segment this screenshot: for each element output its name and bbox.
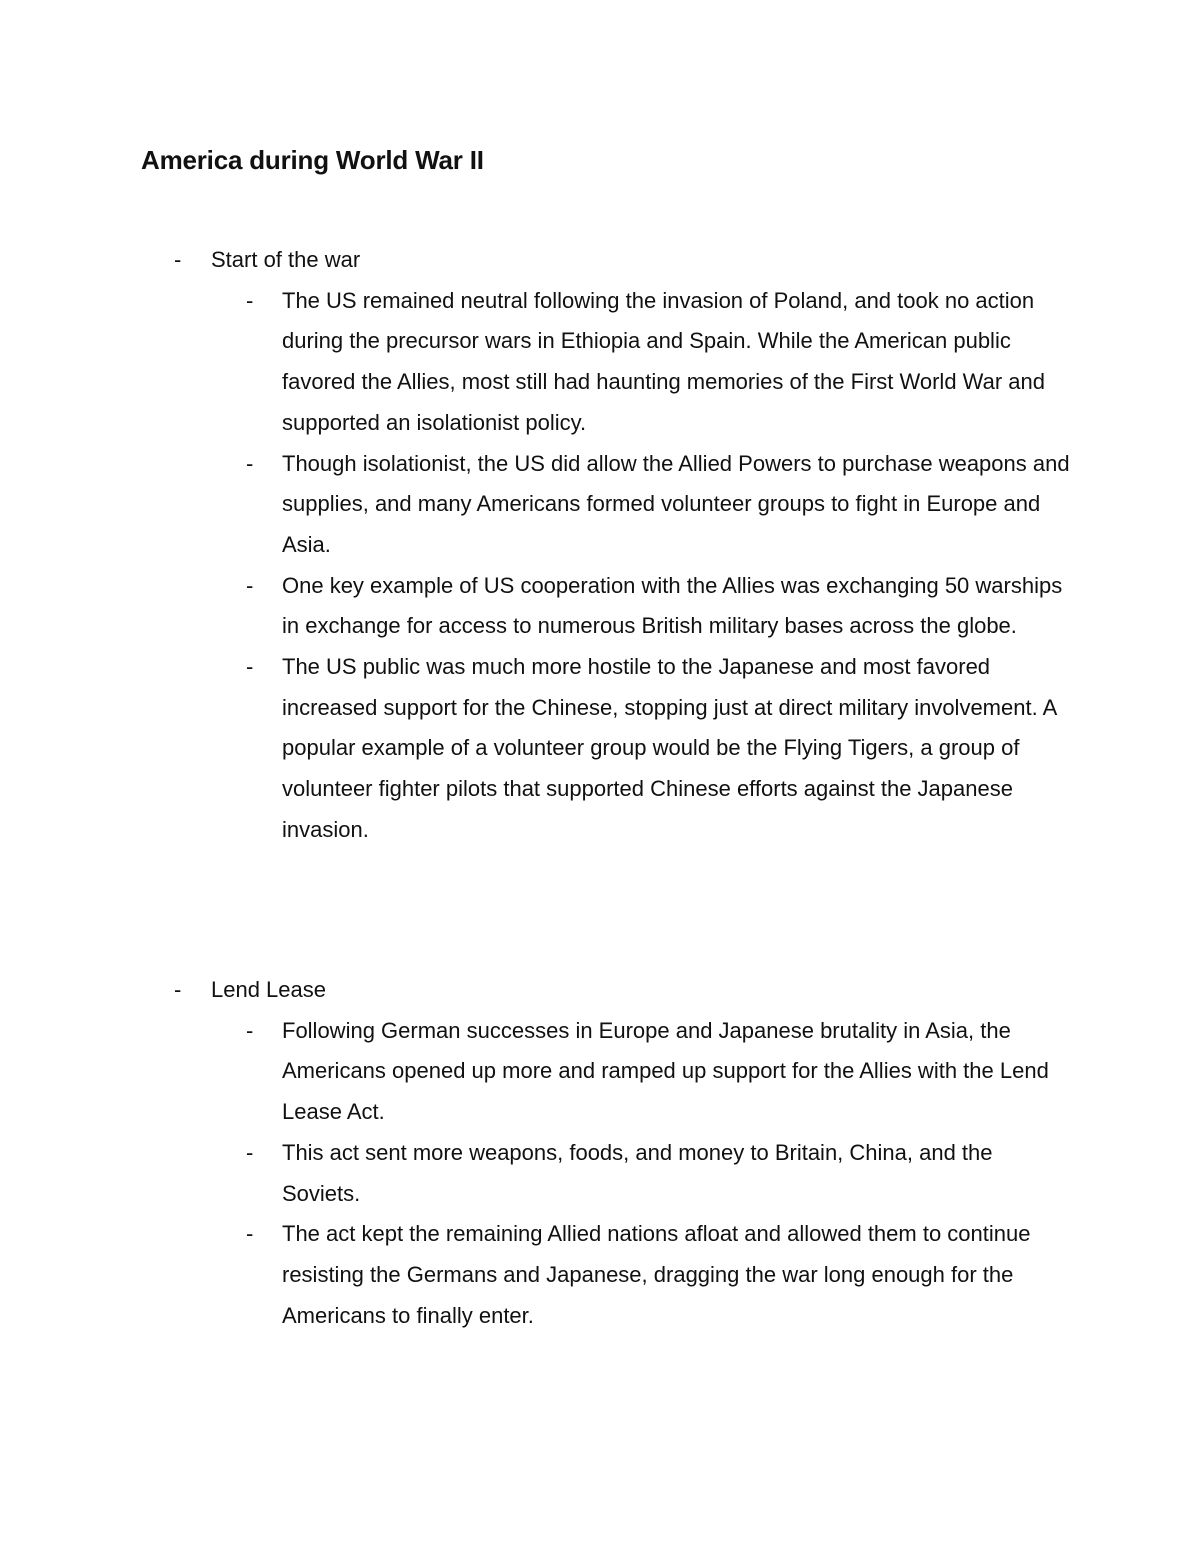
- list-item: [0, 1133, 1200, 1214]
- bullet-list: [0, 1011, 1200, 1337]
- dash-bullet-marker: -: [246, 1139, 254, 1165]
- dash-bullet-marker: -: [246, 1221, 254, 1247]
- list-item: [0, 647, 1200, 851]
- section-heading-row: [0, 970, 1200, 1011]
- section-lend-lease: [0, 970, 1200, 1336]
- list-item: [0, 1214, 1200, 1336]
- dash-bullet-marker: -: [246, 654, 254, 680]
- section-heading-row: [0, 240, 1200, 281]
- list-item: [0, 444, 1200, 566]
- bullet-list: [0, 281, 1200, 851]
- section-start-of-the-war: [0, 240, 1200, 851]
- dash-bullet-marker: -: [174, 247, 182, 272]
- dash-bullet-marker: -: [246, 572, 254, 598]
- bullet-text: This act sent more weapons, foods, and money to Britain, China, and the Soviets.: [282, 1139, 993, 1206]
- bullet-text: The US remained neutral following the invasion of Poland, and took no action during the precursor wars in Ethiopia and Spain. While the American public favored the Allies, most still had haunting memories of the First World War and supported an isolationist policy.: [282, 287, 1045, 435]
- dash-bullet-marker: -: [246, 450, 254, 476]
- bullet-text: Following German successes in Europe and Japanese brutality in Asia, the Americans opened up more and ramped up support for the Allies with the Lend Lease Act.: [282, 1017, 1049, 1125]
- bullet-text: One key example of US cooperation with the Allies was exchanging 50 warships in exchange for access to numerous British military bases across the globe.: [282, 572, 1063, 639]
- dash-bullet-marker: -: [174, 977, 182, 1002]
- list-item: [0, 566, 1200, 647]
- bullet-text: The US public was much more hostile to the Japanese and most favored increased support for the Chinese, stopping just at direct military involvement. A popular example of a volunteer group would be the Flying Tigers, a group of volunteer fighter pilots that supported Chinese efforts against the Japanese invasion.: [282, 654, 1057, 842]
- dash-bullet-marker: -: [246, 287, 254, 313]
- bullet-text: Though isolationist, the US did allow the Allied Powers to purchase weapons and supplies, and many Americans formed volunteer groups to fight in Europe and Asia.: [282, 450, 1070, 557]
- section-heading: Lend Lease: [211, 977, 326, 1002]
- dash-bullet-marker: -: [246, 1017, 254, 1043]
- list-item: [0, 281, 1200, 444]
- page-title: America during World War II: [141, 145, 484, 175]
- section-heading: Start of the war: [211, 247, 361, 272]
- list-item: [0, 1011, 1200, 1133]
- bullet-text: The act kept the remaining Allied nations afloat and allowed them to continue resisting the Germans and Japanese, dragging the war long enough for the Americans to finally enter.: [282, 1221, 1031, 1328]
